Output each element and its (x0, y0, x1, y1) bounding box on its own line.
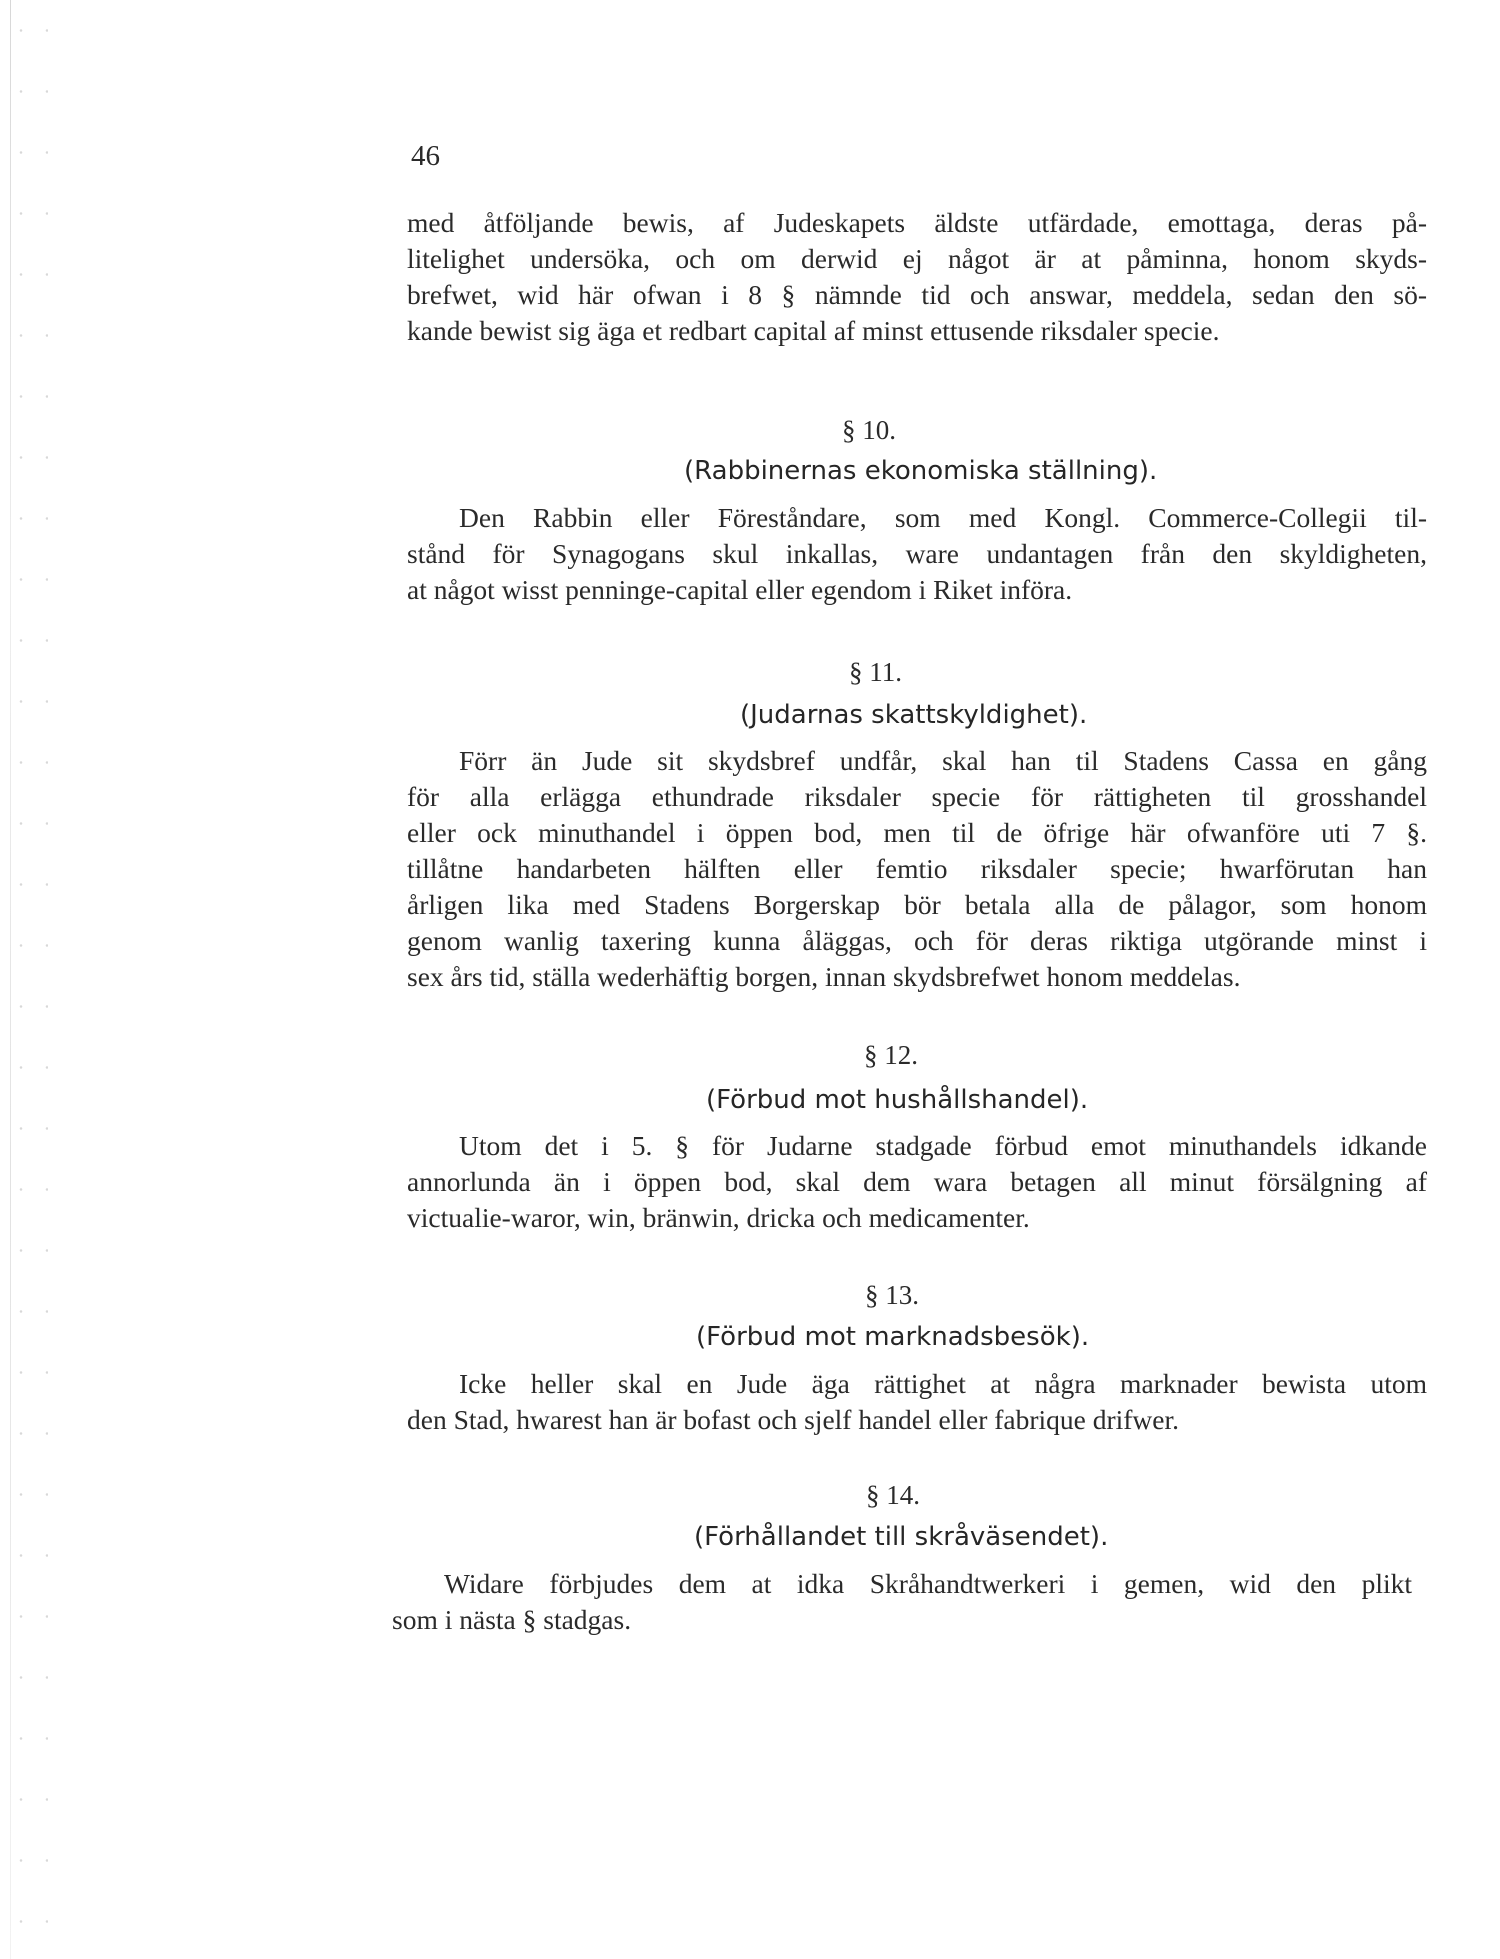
section-12-mark: § 12. (864, 1040, 918, 1070)
text-line: Den Rabbin eller Föreståndare, som med Kongl. Commerce-Collegii til- (459, 502, 1427, 533)
section-11-body (407, 743, 1427, 995)
section-14-heading: (Förhållandet till skråväsendet). (694, 1522, 1109, 1552)
text-line: Widare förbjudes dem at idka Skråhandtwerkeri i gemen, wid den plikt (444, 1568, 1412, 1599)
text-line: för alla erlägga ethundrade riksdaler specie för rättigheten til grosshandel (407, 781, 1427, 812)
text-line: Icke heller skal en Jude äga rättighet at några marknader bewista utom (459, 1368, 1427, 1399)
text-line: årligen lika med Stadens Borgerskap bör betala alla de pålagor, som honom (407, 889, 1427, 920)
text-line: brefwet, wid här ofwan i 8 § nämnde tid och answar, meddela, sedan den sö- (407, 279, 1427, 310)
section-10-mark: § 10. (842, 415, 896, 445)
page-number: 46 (411, 140, 440, 172)
section-12-heading: (Förbud mot hushållshandel). (706, 1085, 1089, 1115)
text-line: som i nästa § stadgas. (392, 1604, 632, 1635)
section-11-mark: § 11. (849, 657, 902, 687)
scan-edge-speckles (8, 0, 48, 1959)
text-line: eller ock minuthandel i öppen bod, men til de öfrige här ofwanföre uti 7 §. (407, 817, 1427, 848)
text-line: annorlunda än i öppen bod, skal dem wara betagen all minut försälgning af (407, 1166, 1427, 1197)
text-line: tillåtne handarbeten hälften eller femtio riksdaler specie; hwarförutan han (407, 853, 1427, 884)
text-line: at något wisst penninge-capital eller egendom i Riket införa. (407, 574, 1073, 605)
text-line: den Stad, hwarest han är bofast och sjelf handel eller fabrique drifwer. (407, 1404, 1180, 1435)
text-line: Utom det i 5. § för Judarne stadgade förbud emot minuthandels idkande (459, 1130, 1427, 1161)
text-line: sex års tid, ställa wederhäftig borgen, innan skydsbrefwet honom meddelas. (407, 961, 1241, 992)
text-line: genom wanlig taxering kunna åläggas, och för deras riktiga utgörande minst i (407, 925, 1427, 956)
text-line: med åtföljande bewis, af Judeskapets äldste utfärdade, emottaga, deras på- (407, 207, 1427, 238)
text-line: Förr än Jude sit skydsbref undfår, skal han til Stadens Cassa en gång (459, 745, 1427, 776)
section-13-heading: (Förbud mot marknadsbesök). (696, 1322, 1090, 1352)
section-10-body (407, 500, 1427, 608)
text-line: stånd för Synagogans skul inkallas, ware undantagen från den skyldigheten, (407, 538, 1427, 569)
text-line: litelighet undersöka, och om derwid ej något är at påminna, honom skyds- (407, 243, 1427, 274)
section-12-body (407, 1128, 1427, 1236)
text-line: victualie-waror, win, bränwin, dricka och medicamenter. (407, 1202, 1030, 1233)
section-11-heading: (Judarnas skattskyldighet). (740, 700, 1088, 730)
section-14-body (392, 1566, 1412, 1638)
section-10-heading: (Rabbinernas ekonomiska ställning). (684, 456, 1158, 486)
section-13-mark: § 13. (865, 1280, 919, 1310)
text-line: kande bewist sig äga et redbart capital af minst ettusende riksdaler specie. (407, 315, 1220, 346)
intro-paragraph (407, 205, 1427, 349)
section-13-body (407, 1366, 1427, 1438)
section-14-mark: § 14. (866, 1480, 920, 1510)
